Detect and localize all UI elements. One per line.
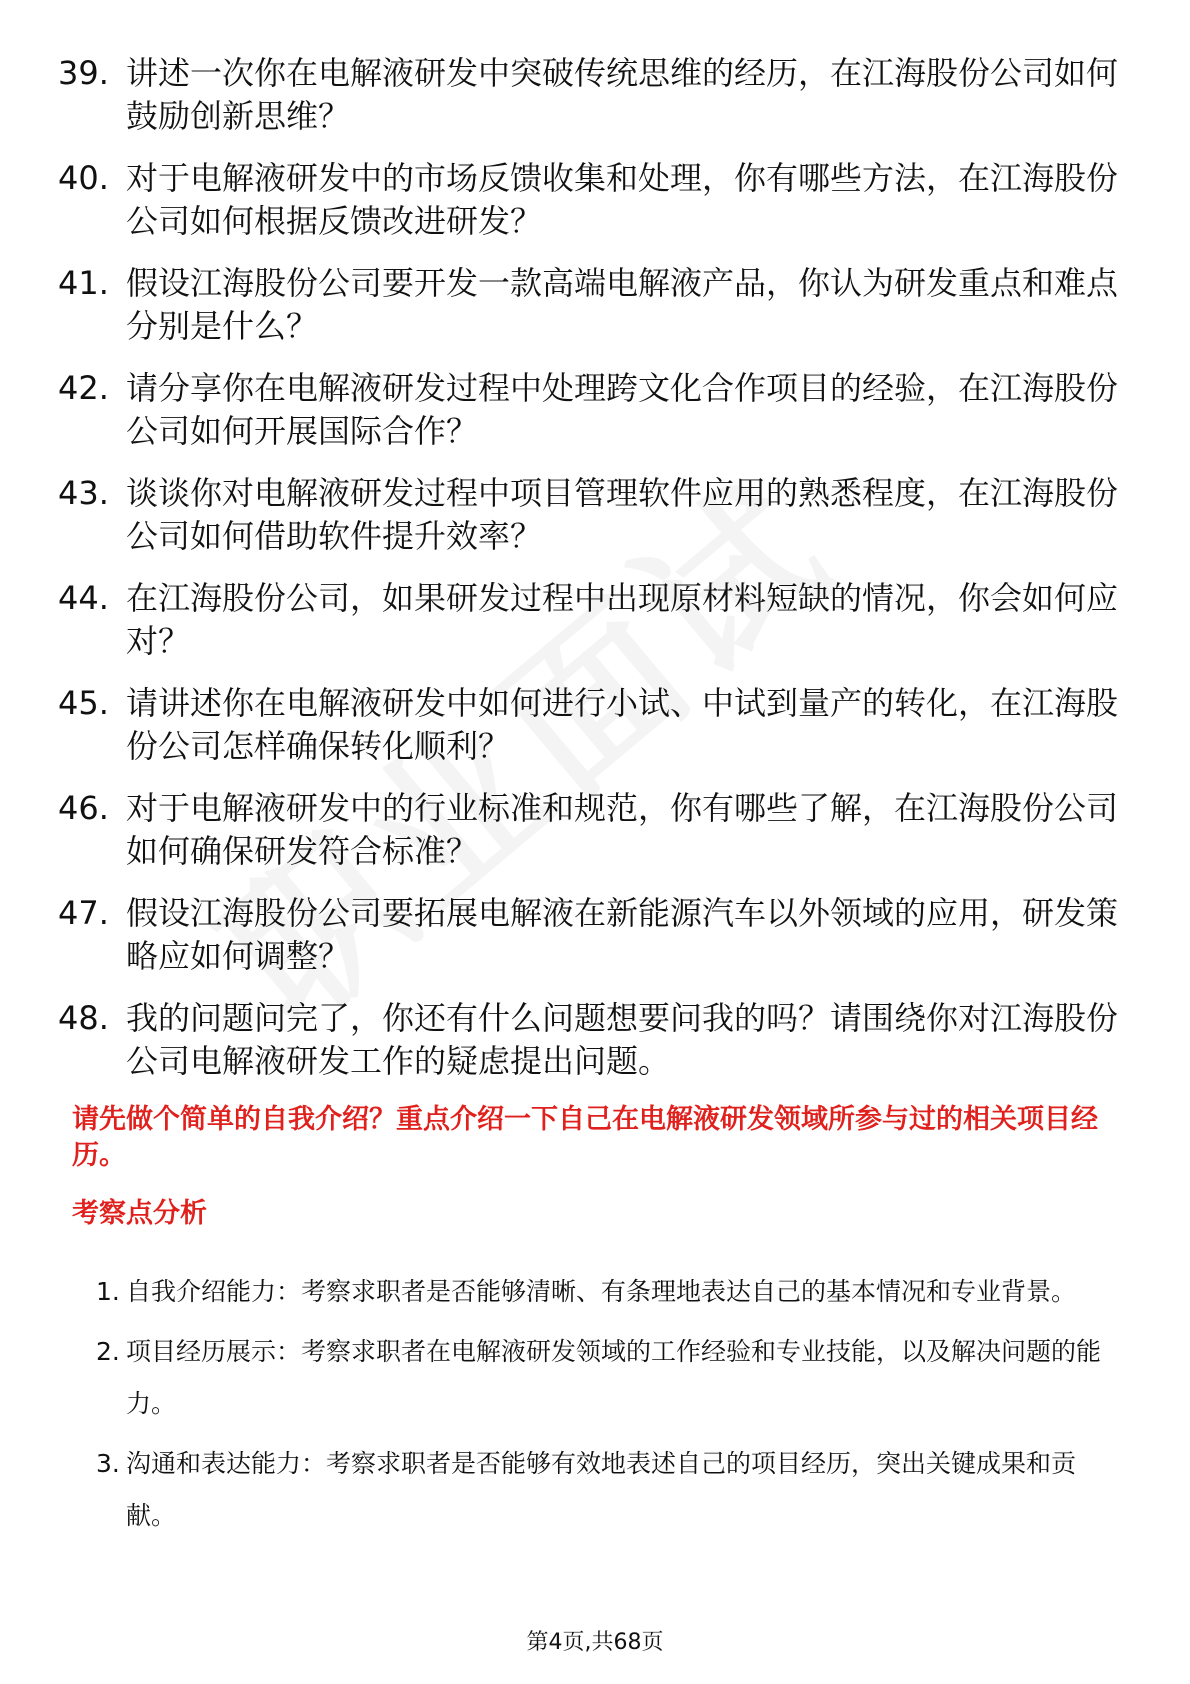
analysis-item (96, 1266, 1116, 1318)
question-text: 对于电解液研发中的行业标准和规范，你有哪些了解，在江海股份公司如何确保研发符合标准？ (126, 789, 1119, 870)
question-item (58, 472, 1118, 558)
question-text: 我的问题问完了，你还有什么问题想要问我的吗？请围绕你对江海股份公司电解液研发工作的疑虑提出问题。 (126, 999, 1119, 1080)
question-text: 谈谈你对电解液研发过程中项目管理软件应用的熟悉程度，在江海股份公司如何借助软件提升效率？ (126, 474, 1119, 555)
question-item (58, 787, 1118, 873)
question-number: 46. (58, 789, 109, 827)
analysis-item (96, 1326, 1116, 1430)
analysis-list (96, 1266, 1116, 1550)
page-footer: 第4页,共68页 (526, 1630, 664, 1655)
question-text: 对于电解液研发中的市场反馈收集和处理，你有哪些方法，在江海股份公司如何根据反馈改进研发？ (126, 159, 1119, 240)
analysis-item (96, 1438, 1116, 1542)
question-number: 41. (58, 264, 109, 302)
analysis-title: 考察点分析 (72, 1198, 207, 1229)
analysis-number: 2. (96, 1337, 120, 1366)
question-item (58, 682, 1118, 768)
analysis-text: 沟通和表达能力：考察求职者是否能够有效地表述自己的项目经历，突出关键成果和贡献。 (126, 1449, 1077, 1530)
question-item (58, 892, 1118, 978)
question-text: 请分享你在电解液研发过程中处理跨文化合作项目的经验，在江海股份公司如何开展国际合作？ (126, 369, 1119, 450)
analysis-text: 项目经历展示：考察求职者在电解液研发领域的工作经验和专业技能，以及解决问题的能力。 (126, 1337, 1102, 1418)
analysis-number: 3. (96, 1449, 120, 1478)
question-number: 42. (58, 369, 109, 407)
question-item (58, 262, 1118, 348)
question-text: 请讲述你在电解液研发中如何进行小试、中试到量产的转化，在江海股份公司怎样确保转化顺利？ (126, 684, 1119, 765)
question-number: 43. (58, 474, 109, 512)
question-number: 47. (58, 894, 109, 932)
question-list (58, 52, 1118, 1102)
question-number: 39. (58, 54, 109, 92)
question-item (58, 997, 1118, 1083)
question-number: 45. (58, 684, 109, 722)
question-text: 在江海股份公司，如果研发过程中出现原材料短缺的情况，你会如何应对？ (126, 579, 1119, 660)
analysis-text: 自我介绍能力：考察求职者是否能够清晰、有条理地表达自己的基本情况和专业背景。 (126, 1277, 1077, 1306)
question-text: 假设江海股份公司要拓展电解液在新能源汽车以外领域的应用，研发策略应如何调整？ (126, 894, 1119, 975)
question-item (58, 157, 1118, 243)
question-item (58, 577, 1118, 663)
question-number: 48. (58, 999, 109, 1037)
question-item (58, 52, 1118, 138)
question-number: 44. (58, 579, 109, 617)
question-item (58, 367, 1118, 453)
question-text: 讲述一次你在电解液研发中突破传统思维的经历，在江海股份公司如何鼓励创新思维？ (126, 54, 1119, 135)
question-text: 假设江海股份公司要开发一款高端电解液产品，你认为研发重点和难点分别是什么？ (126, 264, 1119, 345)
analysis-number: 1. (96, 1277, 120, 1306)
highlight-question: 请先做个简单的自我介绍？重点介绍一下自己在电解液研发领域所参与过的相关项目经历。 (72, 1104, 1098, 1171)
question-number: 40. (58, 159, 109, 197)
